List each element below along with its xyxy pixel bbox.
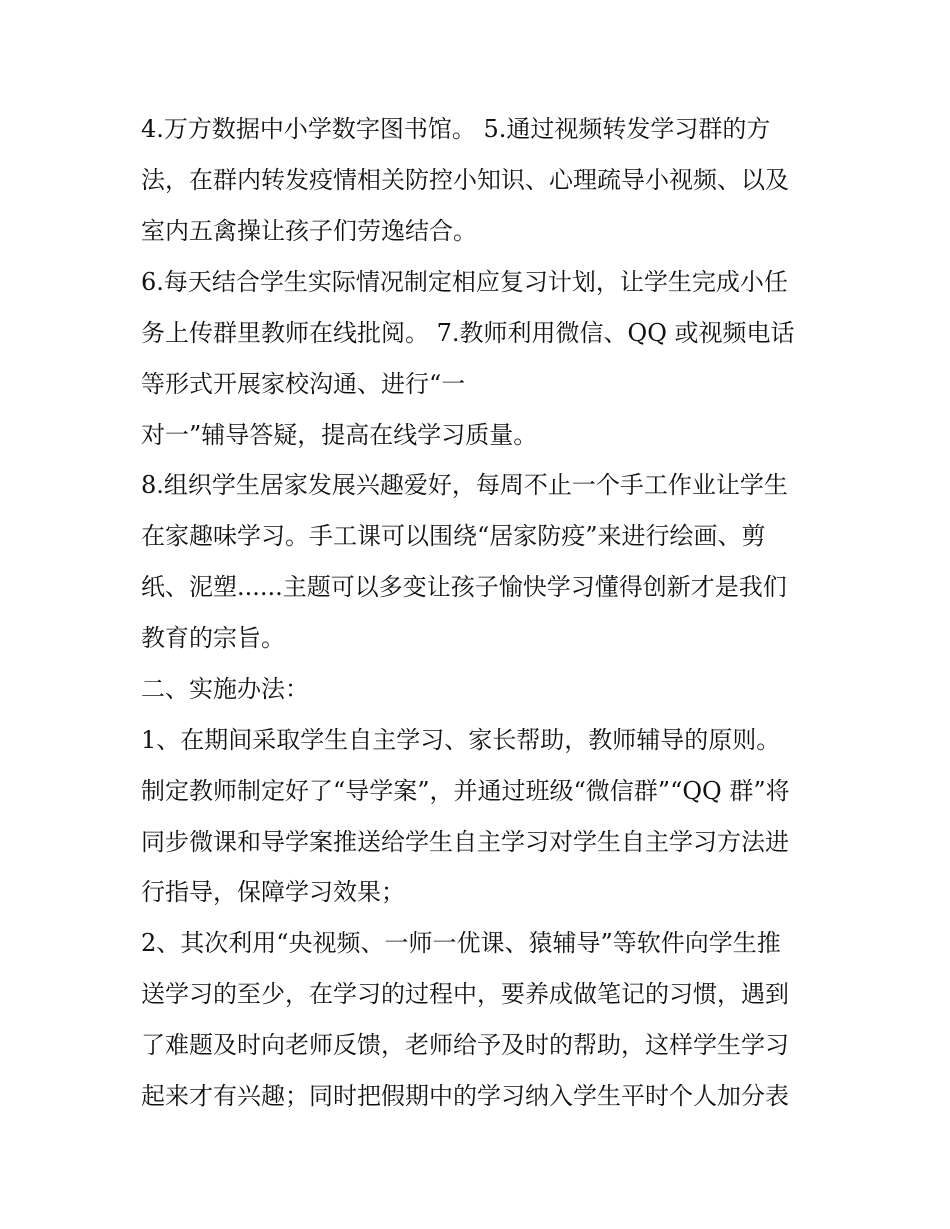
- text-line-6: 等形式开展家校沟通、进行“一: [141, 370, 466, 398]
- section-heading: 二、实施办法：: [141, 675, 309, 703]
- text-line-8: 8.组织学生居家发展兴趣爱好，每周不止一个手工作业让学生: [141, 471, 788, 499]
- text-line-16: 行指导，保障学习效果；: [141, 878, 405, 906]
- text-line-1: 4.万方数据中小学数字图书馆。 5.通过视频转发学习群的方: [141, 115, 771, 143]
- text-line-13: 1、在期间采取学生自主学习、家长帮助，教师辅导的原则。: [141, 726, 781, 754]
- text-line-4: 6.每天结合学生实际情况制定相应复习计划，让学生完成小任: [141, 268, 788, 296]
- text-line-17: 2、其次利用“央视频、一师一优课、猿辅导”等软件向学生推: [141, 929, 781, 957]
- text-line-9: 在家趣味学习。手工课可以围绕“居家防疫”来进行绘画、剪: [141, 522, 766, 550]
- text-line-5: 务上传群里教师在线批阅。 7.教师利用微信、QQ 或视频电话: [141, 319, 795, 347]
- text-line-2: 法，在群内转发疫情相关防控小知识、心理疏导小视频、以及: [141, 166, 789, 194]
- text-line-10: 纸、泥塑......主题可以多变让孩子愉快学习懂得创新才是我们: [141, 573, 787, 601]
- text-line-7: 对一”辅导答疑，提高在线学习质量。: [141, 421, 538, 449]
- text-line-15: 同步微课和导学案推送给学生自主学习对学生自主学习方法进: [141, 828, 789, 856]
- text-line-3: 室内五禽操让孩子们劳逸结合。: [141, 217, 477, 245]
- text-line-11: 教育的宗旨。: [141, 624, 285, 652]
- text-line-20: 起来才有兴趣；同时把假期中的学习纳入学生平时个人加分表: [141, 1082, 789, 1110]
- text-line-19: 了难题及时向老师反馈，老师给予及时的帮助，这样学生学习: [141, 1031, 789, 1059]
- text-line-18: 送学习的至少，在学习的过程中，要养成做笔记的习惯，遇到: [141, 980, 789, 1008]
- text-line-14: 制定教师制定好了“导学案”，并通过班级“微信群”“QQ 群”将: [141, 777, 790, 805]
